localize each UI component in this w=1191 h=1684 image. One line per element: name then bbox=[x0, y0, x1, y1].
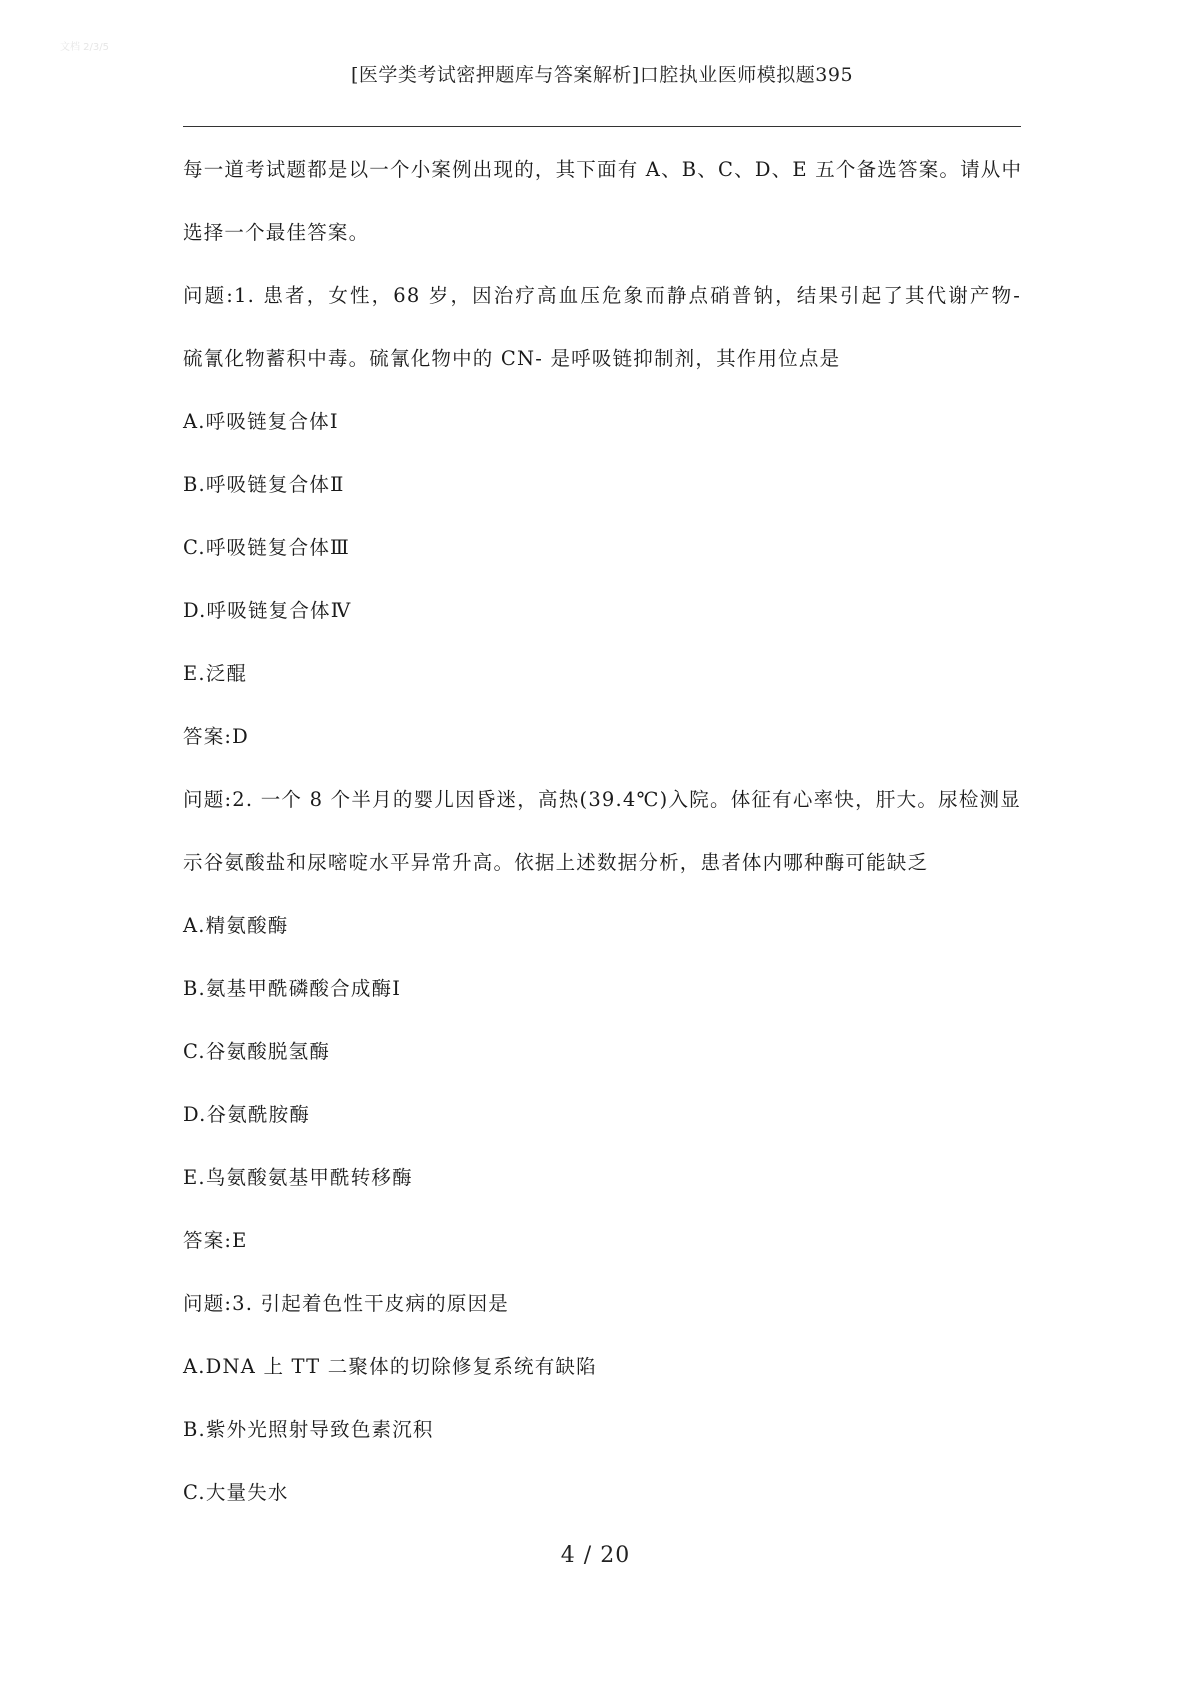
question-3-stem: 问题:3. 引起着色性干皮病的原因是 bbox=[183, 1292, 509, 1315]
question-1-stem-line-1: 问题:1. 患者，女性，68 岁，因治疗高血压危象而静点硝普钠，结果引起了其代谢产物- bbox=[183, 284, 1021, 307]
question-2-option-c: C.谷氨酸脱氢酶 bbox=[183, 1040, 331, 1063]
question-1-option-a: A.呼吸链复合体Ⅰ bbox=[183, 410, 339, 433]
question-2-option-b: B.氨基甲酰磷酸合成酶Ⅰ bbox=[183, 977, 402, 1000]
document-body bbox=[183, 155, 1021, 1541]
question-2-stem-line-1: 问题:2. 一个 8 个半月的婴儿因昏迷，高热(39.4℃)入院。体征有心率快，肝大。尿检测显 bbox=[183, 788, 1021, 811]
question-2-option-d: D.谷氨酰胺酶 bbox=[183, 1103, 311, 1126]
question-2-option-a: A.精氨酸酶 bbox=[183, 914, 289, 937]
question-1-option-c: C.呼吸链复合体Ⅲ bbox=[183, 536, 351, 559]
question-1-stem-line-2: 硫氰化物蓄积中毒。硫氰化物中的 CN- 是呼吸链抑制剂，其作用位点是 bbox=[183, 347, 841, 370]
question-1-answer: 答案:D bbox=[183, 725, 250, 748]
question-1-option-d: D.呼吸链复合体Ⅳ bbox=[183, 599, 352, 622]
header-divider bbox=[183, 126, 1021, 127]
question-2-option-e: E.鸟氨酸氨基甲酰转移酶 bbox=[183, 1166, 413, 1189]
corner-watermark: 文档 2/3/5 bbox=[60, 42, 110, 53]
question-3-option-a: A.DNA 上 TT 二聚体的切除修复系统有缺陷 bbox=[183, 1355, 597, 1378]
intro-line-1: 每一道考试题都是以一个小案例出现的，其下面有 A、B、C、D、E 五个备选答案。请从中 bbox=[183, 158, 1023, 181]
question-1-option-e: E.泛醌 bbox=[183, 662, 248, 685]
page-header-title: [医学类考试密押题库与答案解析]口腔执业医师模拟题395 bbox=[350, 64, 854, 86]
question-3-option-c: C.大量失水 bbox=[183, 1481, 289, 1504]
question-1-option-b: B.呼吸链复合体Ⅱ bbox=[183, 473, 345, 496]
question-2-stem-line-2: 示谷氨酸盐和尿嘧啶水平异常升高。依据上述数据分析，患者体内哪种酶可能缺乏 bbox=[183, 851, 929, 874]
question-3-option-b: B.紫外光照射导致色素沉积 bbox=[183, 1418, 434, 1441]
intro-line-2: 选择一个最佳答案。 bbox=[183, 221, 370, 244]
page-number: 4 / 20 bbox=[560, 1543, 631, 1568]
question-2-answer: 答案:E bbox=[183, 1229, 248, 1252]
